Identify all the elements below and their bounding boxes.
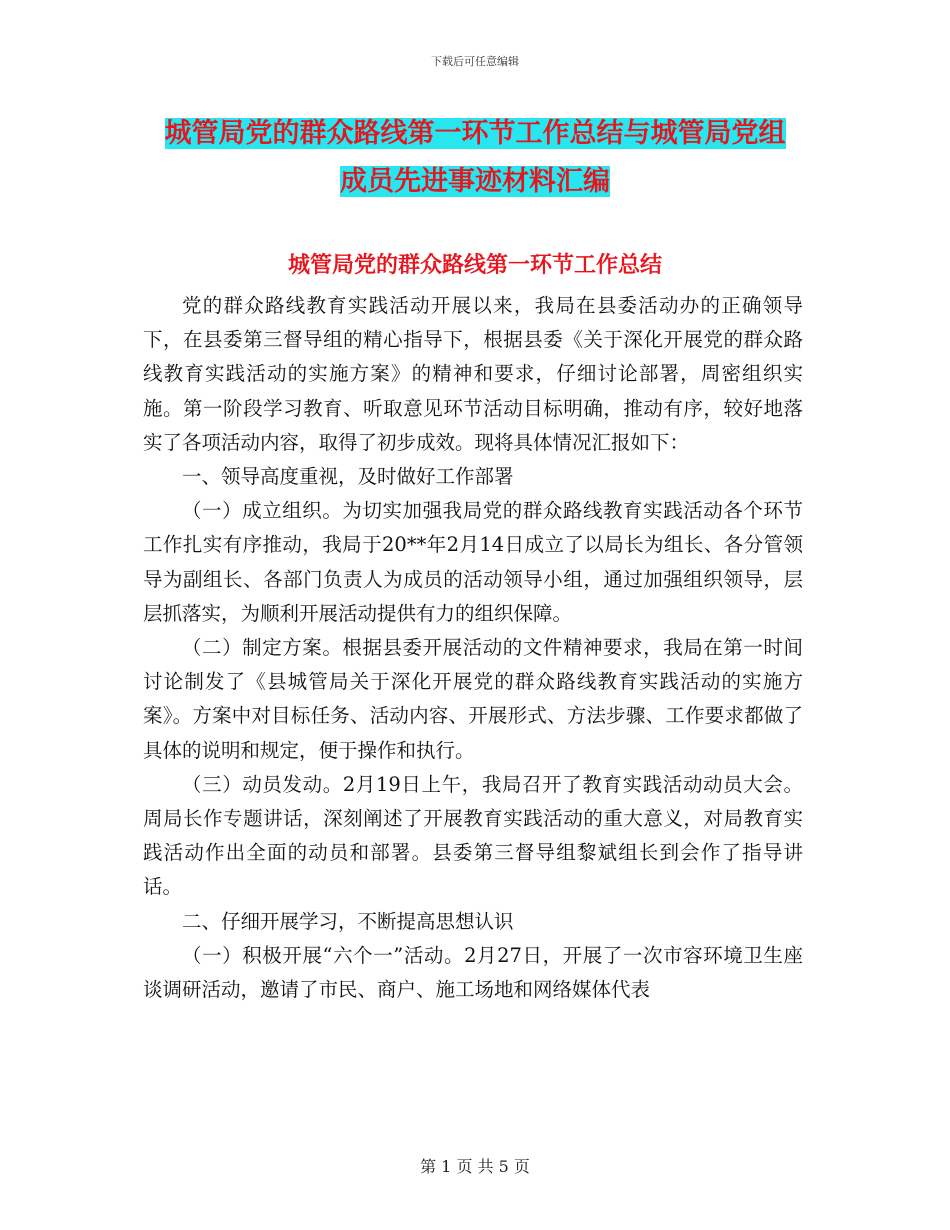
body-text xyxy=(143,289,803,1007)
document-title-line-1: 城管局党的群众路线第一环节工作总结与城管局党组 xyxy=(164,118,786,149)
page-footer: 第 1 页 共 5 页 xyxy=(420,1157,530,1176)
document-title xyxy=(150,110,800,206)
section-title: 城管局党的群众路线第一环节工作总结 xyxy=(287,253,662,278)
paragraph-2-1: （一）积极开展“六个一”活动。2月27日，开展了一次市容环境卫生座谈调研活动，邀请了市民、商户、施工场地和网络媒体代表 xyxy=(143,943,803,1002)
heading-part-2: 二、仔细开展学习，不断提高思想认识 xyxy=(182,909,514,933)
paragraph-1-2: （二）制定方案。根据县委开展活动的文件精神要求，我局在第一时间讨论制发了《县城管局关于深化开展党的群众路线教育实践活动的实施方案》。方案中对目标任务、活动内容、开展形式、方法步骤、工作要求都做了具体的说明和规定，便于操作和执行。 xyxy=(143,636,803,762)
paragraph-intro: 党的群众路线教育实践活动开展以来，我局在县委活动办的正确领导下，在县委第三督导组的精心指导下，根据县委《关于深化开展党的群众路线教育实践活动的实施方案》的精神和要求，仔细讨论部署，周密组织实施。第一阶段学习教育、听取意见环节活动目标明确，推动有序，较好地落实了各项活动内容，取得了初步成效。现将具体情况汇报如下： xyxy=(143,294,803,454)
header-note: 下载后可任意编辑 xyxy=(431,55,519,68)
paragraph-1-1: （一）成立组织。为切实加强我局党的群众路线教育实践活动各个环节工作扎实有序推动，我局于20**年2月14日成立了以局长为组长、各分管领导为副组长、各部门负责人为成员的活动领导小组，通过加强组织领导，层层抓落实，为顺利开展活动提供有力的组织保障。 xyxy=(143,499,803,625)
heading-part-1: 一、领导高度重视，及时做好工作部署 xyxy=(182,465,514,489)
document-title-line-2: 成员先进事迹材料汇编 xyxy=(340,166,610,197)
paragraph-1-3: （三）动员发动。2月19日上午，我局召开了教育实践活动动员大会。周局长作专题讲话，深刻阐述了开展教育实践活动的重大意义，对局教育实践活动作出全面的动员和部署。县委第三督导组黎斌组长到会作了指导讲话。 xyxy=(143,772,803,899)
